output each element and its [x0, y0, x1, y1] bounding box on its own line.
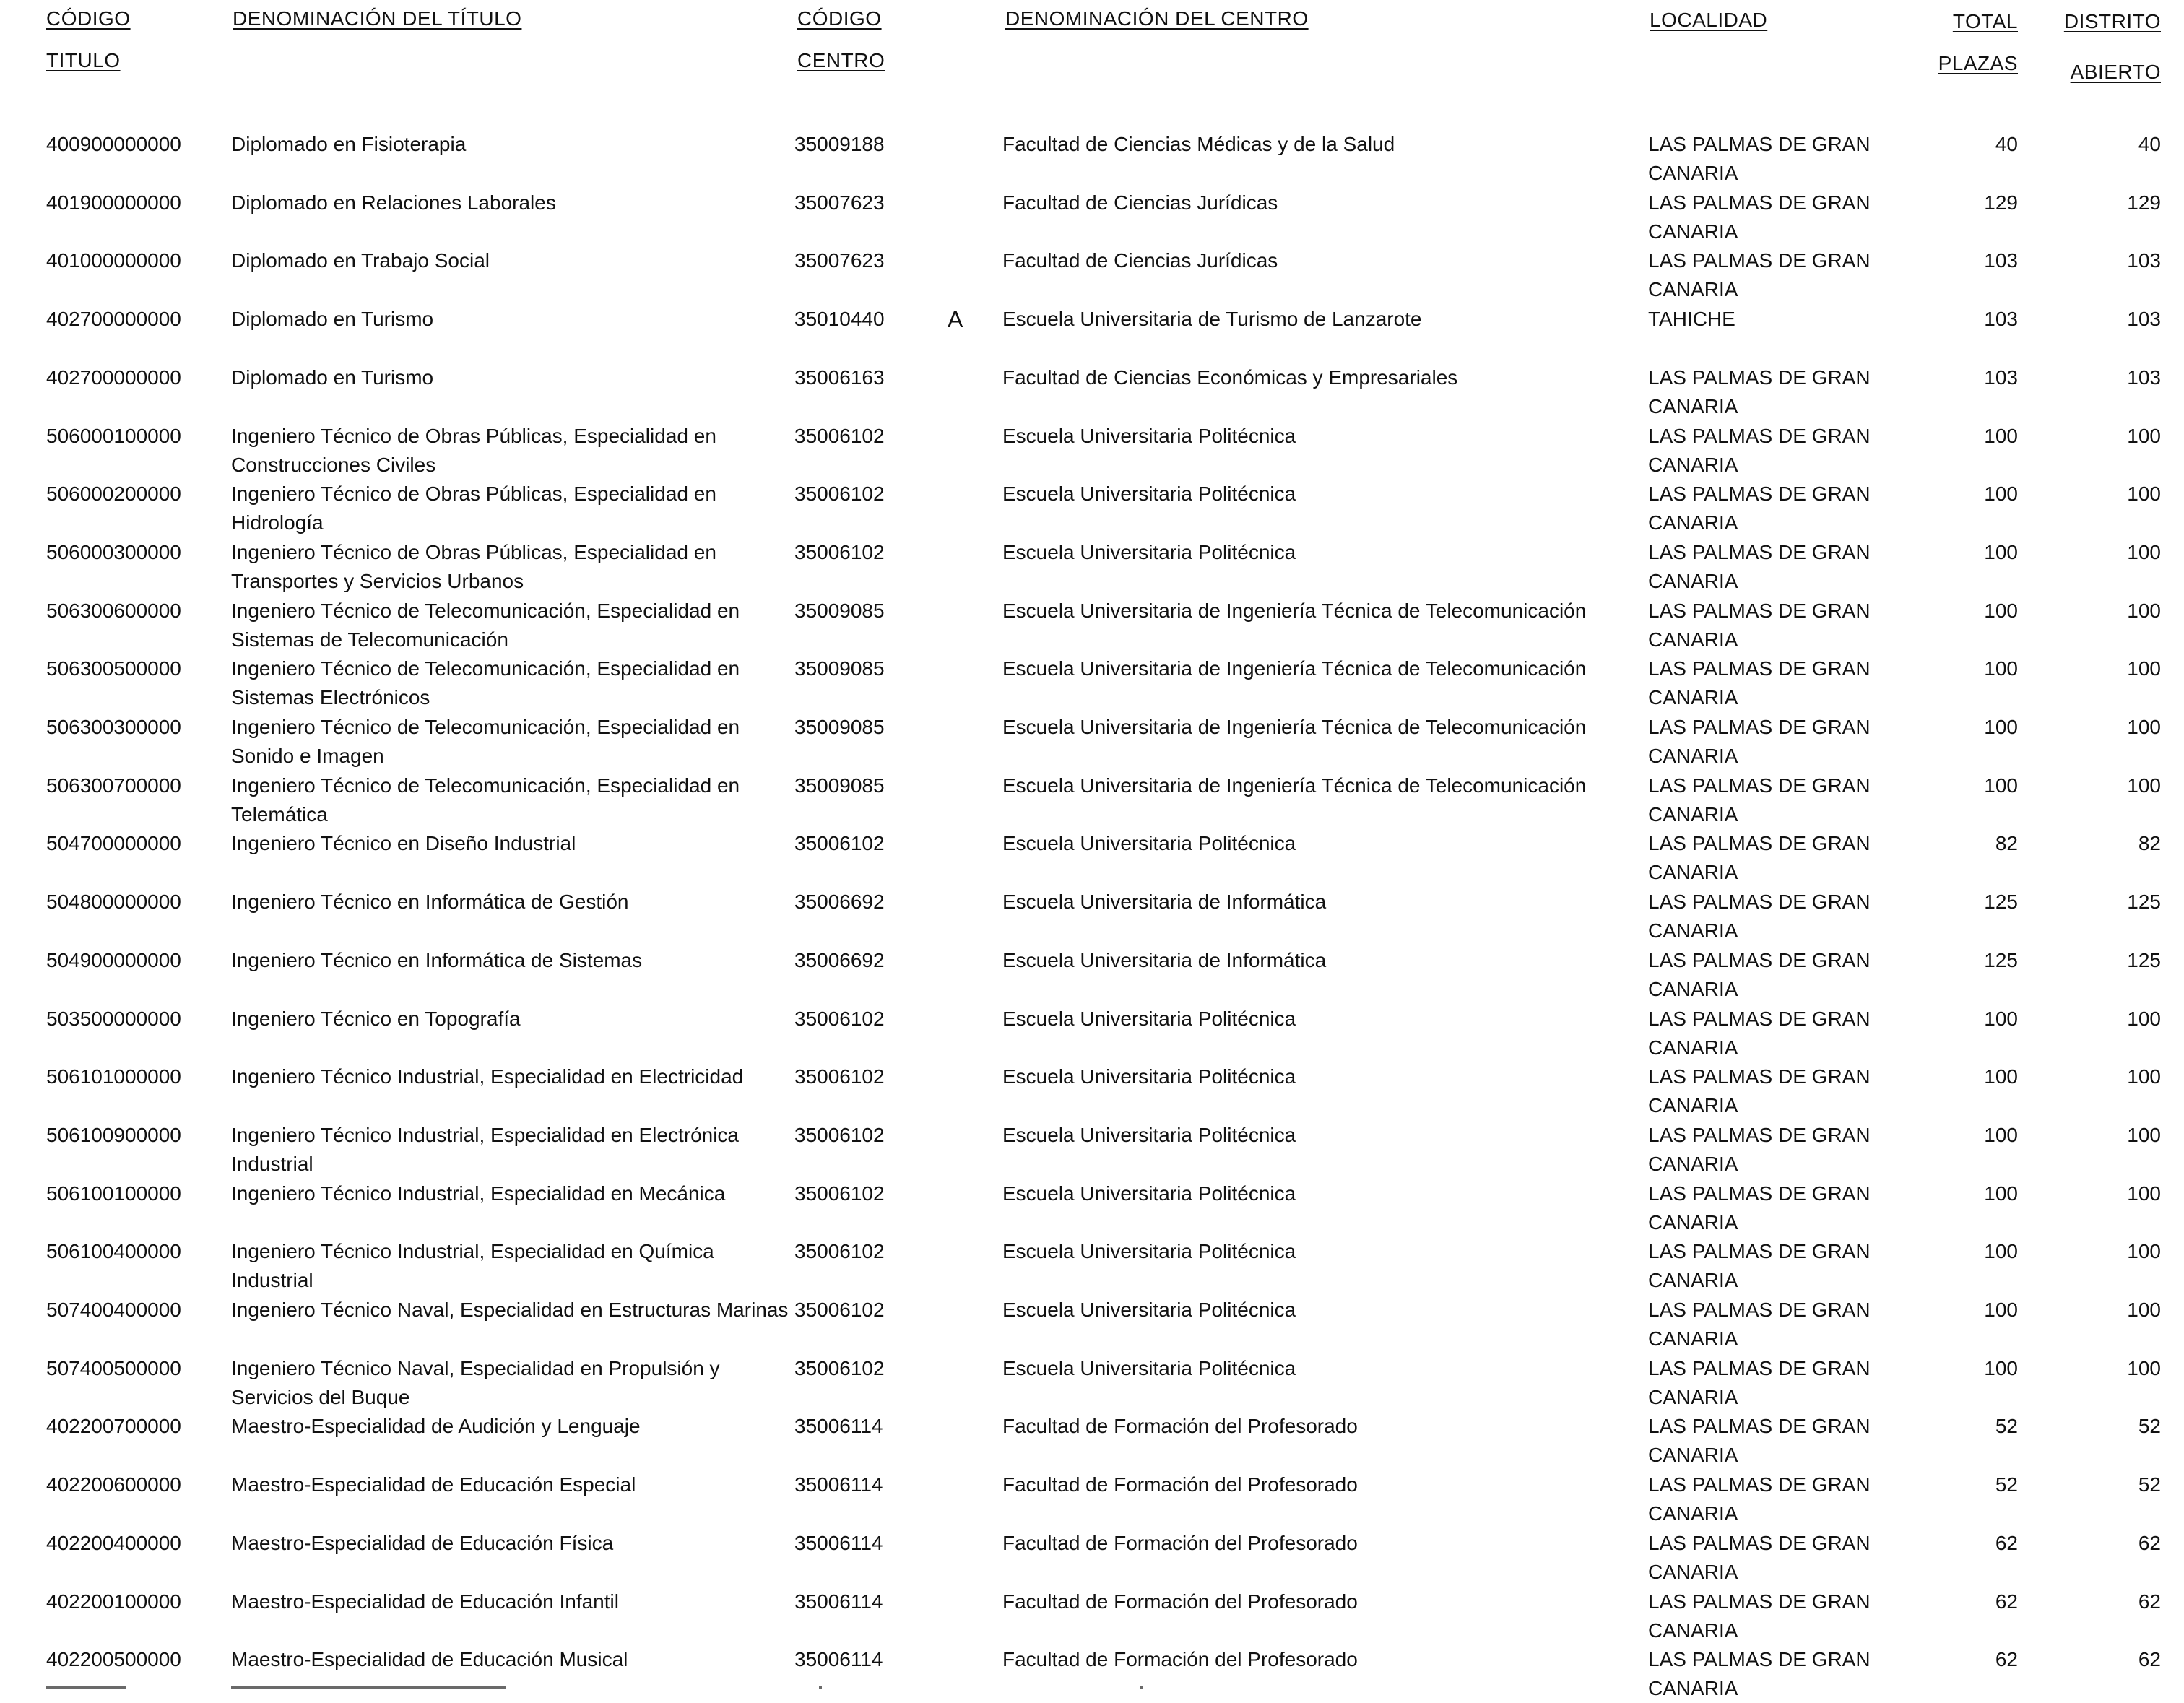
locality: LAS PALMAS DE GRAN CANARIA	[1648, 1473, 1871, 1525]
table-row	[0, 1296, 2184, 1353]
distrito-abierto: 100	[2127, 541, 2161, 563]
header-distrito-line1: DISTRITO	[2063, 10, 2161, 32]
title-code: 402700000000	[46, 366, 181, 389]
title-name: Maestro-Especialidad de Educación Física	[231, 1532, 614, 1554]
title-code: 506100400000	[46, 1240, 181, 1262]
center-name: Facultad de Formación del Profesorado	[1002, 1415, 1358, 1437]
table-row	[0, 538, 2184, 596]
locality: LAS PALMAS DE GRAN CANARIA	[1648, 1065, 1871, 1117]
distrito-abierto: 100	[2127, 1240, 2161, 1262]
locality: LAS PALMAS DE GRAN CANARIA	[1648, 1182, 1871, 1234]
center-code: 35009085	[794, 657, 885, 680]
title-code: 506000200000	[46, 482, 181, 505]
cutoff-fragment	[46, 1686, 126, 1689]
distrito-abierto: 52	[2138, 1415, 2161, 1437]
locality: LAS PALMAS DE GRAN CANARIA	[1648, 1008, 1871, 1059]
total-plazas: 100	[1984, 1182, 2018, 1205]
center-code: 35006102	[794, 1240, 885, 1262]
header-distrito-line2: ABIERTO	[2070, 61, 2161, 83]
distrito-abierto: 100	[2127, 716, 2161, 738]
center-code: 35006102	[794, 832, 885, 854]
distrito-abierto: 125	[2127, 949, 2161, 971]
table-row	[0, 1645, 2184, 1703]
total-plazas: 40	[1995, 133, 2018, 155]
locality: LAS PALMAS DE GRAN CANARIA	[1648, 1590, 1871, 1642]
total-plazas: 103	[1984, 366, 2018, 389]
total-plazas: 100	[1984, 599, 2018, 622]
locality: LAS PALMAS DE GRAN CANARIA	[1648, 482, 1871, 534]
center-code: 35006102	[794, 1008, 885, 1030]
title-name: Ingeniero Técnico de Telecomunicación, Especialidad en Telemática	[231, 774, 740, 826]
title-code: 504800000000	[46, 890, 181, 913]
title-name: Maestro-Especialidad de Educación Especial	[231, 1473, 636, 1496]
locality: LAS PALMAS DE GRAN CANARIA	[1648, 949, 1871, 1000]
center-code: 35006102	[794, 482, 885, 505]
header-codigo-titulo-line2: TITULO	[46, 49, 121, 72]
center-name: Escuela Universitaria de Informática	[1002, 949, 1327, 971]
table-row	[0, 1587, 2184, 1645]
total-plazas: 100	[1984, 1240, 2018, 1262]
title-code: 503500000000	[46, 1008, 181, 1030]
title-name: Ingeniero Técnico en Informática de Gestión	[231, 890, 629, 913]
table-row	[0, 422, 2184, 480]
center-name: Escuela Universitaria Politécnica	[1002, 425, 1296, 447]
center-name: Escuela Universitaria Politécnica	[1002, 541, 1296, 563]
table-row	[0, 1179, 2184, 1237]
center-name: Facultad de Ciencias Médicas y de la Salud	[1002, 133, 1395, 155]
title-code: 506300700000	[46, 774, 181, 797]
distrito-abierto: 100	[2127, 599, 2161, 622]
distrito-abierto: 103	[2127, 366, 2161, 389]
locality: LAS PALMAS DE GRAN CANARIA	[1648, 1240, 1871, 1291]
total-plazas: 103	[1984, 308, 2018, 330]
table-row	[0, 597, 2184, 654]
total-plazas: 100	[1984, 482, 2018, 505]
title-code: 506101000000	[46, 1065, 181, 1088]
title-code: 506000100000	[46, 425, 181, 447]
locality: LAS PALMAS DE GRAN CANARIA	[1648, 1124, 1871, 1175]
title-code: 504700000000	[46, 832, 181, 854]
table-row	[0, 480, 2184, 537]
distrito-abierto: 103	[2127, 249, 2161, 272]
table-row	[0, 888, 2184, 945]
center-code: 35006114	[794, 1590, 883, 1613]
title-name: Ingeniero Técnico de Obras Públicas, Especialidad en Construcciones Civiles	[231, 425, 716, 476]
locality: TAHICHE	[1648, 308, 1736, 330]
cutoff-fragment	[819, 1686, 822, 1689]
total-plazas: 100	[1984, 425, 2018, 447]
locality: LAS PALMAS DE GRAN CANARIA	[1648, 657, 1871, 708]
total-plazas: 129	[1984, 191, 2018, 214]
table-row	[0, 654, 2184, 712]
header-codigo-centro-line1: CÓDIGO	[797, 7, 882, 30]
locality: LAS PALMAS DE GRAN CANARIA	[1648, 425, 1871, 476]
locality: LAS PALMAS DE GRAN CANARIA	[1648, 832, 1871, 883]
title-code: 401000000000	[46, 249, 181, 272]
title-code: 506100900000	[46, 1124, 181, 1146]
center-code: 35009188	[794, 133, 885, 155]
header-total-line2: PLAZAS	[1938, 52, 2018, 74]
title-name: Diplomado en Turismo	[231, 366, 434, 389]
total-plazas: 100	[1984, 1299, 2018, 1321]
distrito-abierto: 103	[2127, 308, 2161, 330]
center-code: 35006692	[794, 949, 885, 971]
distrito-abierto: 82	[2138, 832, 2161, 854]
title-code: 506300300000	[46, 716, 181, 738]
title-code: 402700000000	[46, 308, 181, 330]
center-code: 35006114	[794, 1532, 883, 1554]
center-name: Escuela Universitaria de Turismo de Lanzarote	[1002, 308, 1422, 330]
center-code: 35006102	[794, 1357, 885, 1379]
title-code: 507400400000	[46, 1299, 181, 1321]
title-code: 402200500000	[46, 1648, 181, 1670]
total-plazas: 100	[1984, 1008, 2018, 1030]
title-name: Ingeniero Técnico Industrial, Especialidad en Electrónica Industrial	[231, 1124, 740, 1175]
locality: LAS PALMAS DE GRAN CANARIA	[1648, 1532, 1871, 1583]
center-name: Facultad de Ciencias Jurídicas	[1002, 249, 1278, 272]
total-plazas: 62	[1995, 1532, 2018, 1554]
title-name: Diplomado en Relaciones Laborales	[231, 191, 556, 214]
title-name: Ingeniero Técnico de Telecomunicación, Especialidad en Sistemas Electrónicos	[231, 657, 740, 708]
header-localidad: LOCALIDAD	[1650, 9, 1768, 31]
center-code: 35006102	[794, 541, 885, 563]
center-name: Escuela Universitaria de Informática	[1002, 890, 1327, 913]
distrito-abierto: 62	[2138, 1648, 2161, 1670]
title-name: Ingeniero Técnico en Topografía	[231, 1008, 521, 1030]
table-row	[0, 130, 2184, 188]
total-plazas: 103	[1984, 249, 2018, 272]
center-code: 35007623	[794, 249, 885, 272]
title-name: Diplomado en Fisioterapia	[231, 133, 467, 155]
cutoff-fragment	[1140, 1686, 1143, 1689]
distrito-abierto: 129	[2127, 191, 2161, 214]
title-name: Maestro-Especialidad de Educación Infantil	[231, 1590, 619, 1613]
center-mark: A	[948, 306, 963, 332]
distrito-abierto: 100	[2127, 1299, 2161, 1321]
distrito-abierto: 52	[2138, 1473, 2161, 1496]
total-plazas: 125	[1984, 890, 2018, 913]
center-name: Escuela Universitaria de Ingeniería Técnica de Telecomunicación	[1002, 716, 1587, 738]
center-code: 35006163	[794, 366, 885, 389]
locality: LAS PALMAS DE GRAN CANARIA	[1648, 1648, 1871, 1699]
title-name: Ingeniero Técnico Industrial, Especialidad en Mecánica	[231, 1182, 726, 1205]
center-code: 35009085	[794, 774, 885, 797]
center-name: Facultad de Formación del Profesorado	[1002, 1590, 1358, 1613]
title-code: 400900000000	[46, 133, 181, 155]
total-plazas: 62	[1995, 1590, 2018, 1613]
center-name: Escuela Universitaria de Ingeniería Técnica de Telecomunicación	[1002, 657, 1587, 680]
title-name: Ingeniero Técnico de Obras Públicas, Especialidad en Transportes y Servicios Urbanos	[231, 541, 716, 592]
center-name: Escuela Universitaria Politécnica	[1002, 1299, 1296, 1321]
table-row	[0, 1005, 2184, 1062]
title-code: 506300500000	[46, 657, 181, 680]
title-name: Ingeniero Técnico Industrial, Especialidad en Química Industrial	[231, 1240, 714, 1291]
center-name: Escuela Universitaria de Ingeniería Técnica de Telecomunicación	[1002, 599, 1587, 622]
center-name: Facultad de Ciencias Jurídicas	[1002, 191, 1278, 214]
title-name: Diplomado en Turismo	[231, 308, 434, 330]
locality: LAS PALMAS DE GRAN CANARIA	[1648, 716, 1871, 767]
header-codigo-titulo-line1: CÓDIGO	[46, 7, 131, 30]
distrito-abierto: 62	[2138, 1590, 2161, 1613]
title-name: Maestro-Especialidad de Audición y Lenguaje	[231, 1415, 641, 1437]
distrito-abierto: 100	[2127, 482, 2161, 505]
center-code: 35006692	[794, 890, 885, 913]
title-code: 504900000000	[46, 949, 181, 971]
title-code: 401900000000	[46, 191, 181, 214]
center-name: Facultad de Formación del Profesorado	[1002, 1473, 1358, 1496]
table-row	[0, 946, 2184, 1004]
title-name: Diplomado en Trabajo Social	[231, 249, 490, 272]
locality: LAS PALMAS DE GRAN CANARIA	[1648, 249, 1871, 300]
table-row	[0, 1354, 2184, 1412]
center-name: Escuela Universitaria Politécnica	[1002, 1240, 1296, 1262]
total-plazas: 100	[1984, 541, 2018, 563]
locality: LAS PALMAS DE GRAN CANARIA	[1648, 541, 1871, 592]
distrito-abierto: 100	[2127, 657, 2161, 680]
locality: LAS PALMAS DE GRAN CANARIA	[1648, 599, 1871, 651]
title-code: 402200600000	[46, 1473, 181, 1496]
distrito-abierto: 40	[2138, 133, 2161, 155]
cutoff-fragment	[231, 1686, 506, 1689]
locality: LAS PALMAS DE GRAN CANARIA	[1648, 191, 1871, 243]
total-plazas: 52	[1995, 1473, 2018, 1496]
center-code: 35009085	[794, 599, 885, 622]
center-code: 35007623	[794, 191, 885, 214]
title-name: Ingeniero Técnico de Obras Públicas, Especialidad en Hidrología	[231, 482, 716, 534]
title-name: Ingeniero Técnico Naval, Especialidad en Estructuras Marinas	[231, 1299, 789, 1321]
table-row	[0, 1062, 2184, 1120]
distrito-abierto: 100	[2127, 425, 2161, 447]
total-plazas: 52	[1995, 1415, 2018, 1437]
total-plazas: 100	[1984, 1065, 2018, 1088]
table-row	[0, 829, 2184, 887]
distrito-abierto: 100	[2127, 1008, 2161, 1030]
distrito-abierto: 100	[2127, 1182, 2161, 1205]
locality: LAS PALMAS DE GRAN CANARIA	[1648, 1299, 1871, 1350]
table-row	[0, 1529, 2184, 1587]
title-code: 507400500000	[46, 1357, 181, 1379]
locality: LAS PALMAS DE GRAN CANARIA	[1648, 366, 1871, 417]
distrito-abierto: 100	[2127, 1124, 2161, 1146]
table-row	[0, 188, 2184, 246]
center-code: 35006114	[794, 1648, 883, 1670]
center-code: 35006102	[794, 425, 885, 447]
table-row	[0, 1121, 2184, 1179]
distrito-abierto: 100	[2127, 774, 2161, 797]
center-name: Facultad de Ciencias Económicas y Empresariales	[1002, 366, 1458, 389]
header-denominacion-centro: DENOMINACIÓN DEL CENTRO	[1005, 7, 1309, 30]
table-row	[0, 1470, 2184, 1528]
center-code: 35010440	[794, 308, 885, 330]
title-name: Ingeniero Técnico en Diseño Industrial	[231, 832, 576, 854]
title-name: Ingeniero Técnico de Telecomunicación, Especialidad en Sonido e Imagen	[231, 716, 740, 767]
center-code: 35006102	[794, 1182, 885, 1205]
total-plazas: 100	[1984, 657, 2018, 680]
distrito-abierto: 100	[2127, 1357, 2161, 1379]
center-code: 35006102	[794, 1299, 885, 1321]
title-name: Ingeniero Técnico en Informática de Sistemas	[231, 949, 643, 971]
center-name: Facultad de Formación del Profesorado	[1002, 1648, 1358, 1670]
title-code: 402200700000	[46, 1415, 181, 1437]
table-row	[0, 305, 2184, 363]
title-name: Ingeniero Técnico de Telecomunicación, Especialidad en Sistemas de Telecomunicación	[231, 599, 740, 651]
total-plazas: 82	[1995, 832, 2018, 854]
total-plazas: 62	[1995, 1648, 2018, 1670]
total-plazas: 100	[1984, 716, 2018, 738]
header-denominacion-titulo: DENOMINACIÓN DEL TÍTULO	[233, 7, 522, 30]
table-row	[0, 363, 2184, 421]
header-total-line1: TOTAL	[1952, 10, 2018, 32]
center-name: Escuela Universitaria Politécnica	[1002, 1065, 1296, 1088]
distrito-abierto: 125	[2127, 890, 2161, 913]
table-row	[0, 1412, 2184, 1470]
center-name: Escuela Universitaria Politécnica	[1002, 1182, 1296, 1205]
title-code: 506300600000	[46, 599, 181, 622]
center-name: Escuela Universitaria de Ingeniería Técnica de Telecomunicación	[1002, 774, 1587, 797]
title-name: Ingeniero Técnico Naval, Especialidad en Propulsión y Servicios del Buque	[231, 1357, 720, 1408]
total-plazas: 100	[1984, 1124, 2018, 1146]
title-name: Ingeniero Técnico Industrial, Especialidad en Electricidad	[231, 1065, 744, 1088]
total-plazas: 100	[1984, 774, 2018, 797]
center-code: 35006114	[794, 1415, 883, 1437]
title-code: 506100100000	[46, 1182, 181, 1205]
locality: LAS PALMAS DE GRAN CANARIA	[1648, 1357, 1871, 1408]
title-code: 506000300000	[46, 541, 181, 563]
locality: LAS PALMAS DE GRAN CANARIA	[1648, 890, 1871, 942]
table-row	[0, 713, 2184, 771]
distrito-abierto: 62	[2138, 1532, 2161, 1554]
center-code: 35006114	[794, 1473, 883, 1496]
center-name: Escuela Universitaria Politécnica	[1002, 1124, 1296, 1146]
locality: LAS PALMAS DE GRAN CANARIA	[1648, 1415, 1871, 1466]
center-code: 35006102	[794, 1124, 885, 1146]
center-name: Escuela Universitaria Politécnica	[1002, 1008, 1296, 1030]
distrito-abierto: 100	[2127, 1065, 2161, 1088]
title-code: 402200400000	[46, 1532, 181, 1554]
center-name: Facultad de Formación del Profesorado	[1002, 1532, 1358, 1554]
locality: LAS PALMAS DE GRAN CANARIA	[1648, 133, 1871, 184]
table-row	[0, 1237, 2184, 1295]
header-codigo-centro-line2: CENTRO	[797, 49, 885, 72]
table-row	[0, 771, 2184, 829]
center-name: Escuela Universitaria Politécnica	[1002, 832, 1296, 854]
center-code: 35006102	[794, 1065, 885, 1088]
center-name: Escuela Universitaria Politécnica	[1002, 1357, 1296, 1379]
title-name: Maestro-Especialidad de Educación Musical	[231, 1648, 628, 1670]
total-plazas: 100	[1984, 1357, 2018, 1379]
title-code: 402200100000	[46, 1590, 181, 1613]
total-plazas: 125	[1984, 949, 2018, 971]
center-name: Escuela Universitaria Politécnica	[1002, 482, 1296, 505]
locality: LAS PALMAS DE GRAN CANARIA	[1648, 774, 1871, 826]
table-row	[0, 246, 2184, 304]
center-code: 35009085	[794, 716, 885, 738]
